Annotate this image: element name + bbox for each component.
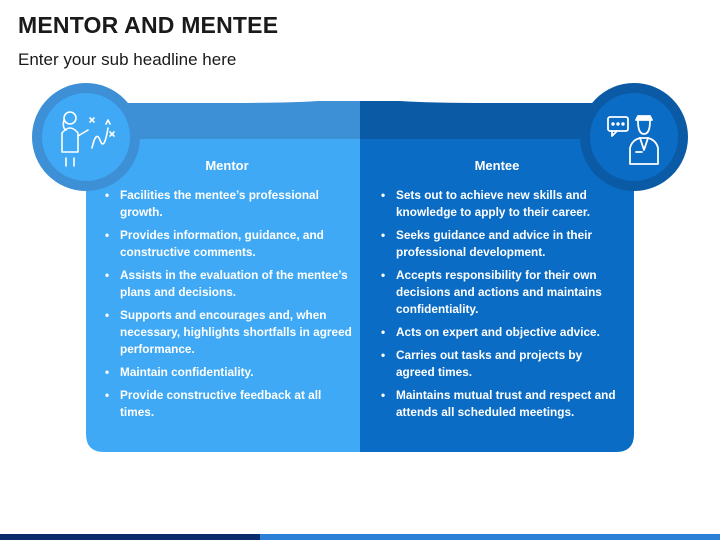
list-item: • Facilities the mentee’s professional growth. (96, 187, 358, 221)
list-item: • Supports and encourages and, when necessary, highlights shortfalls in agreed performance. (96, 307, 358, 358)
list-item: • Maintains mutual trust and respect and attends all scheduled meetings. (372, 387, 622, 421)
mentee-list (372, 187, 622, 421)
mentor-heading: Mentor (205, 158, 249, 173)
list-item: • Assists in the evaluation of the mentee’s plans and decisions. (96, 267, 358, 301)
list-item: • Carries out tasks and projects by agreed times. (372, 347, 622, 381)
list-item: • Accepts responsibility for their own decisions and actions and maintains confidentiality. (372, 267, 622, 318)
page-subtitle: Enter your sub headline here (18, 50, 237, 69)
list-item: • Provide constructive feedback at all times. (96, 387, 358, 421)
footer-bar (0, 534, 720, 540)
mentor-panel (96, 158, 358, 427)
list-item: • Sets out to achieve new skills and knowledge to apply to their career. (372, 187, 622, 221)
page-title: MENTOR AND MENTEE (18, 12, 279, 38)
mentee-panel (372, 158, 622, 427)
mentee-heading: Mentee (474, 158, 520, 173)
list-item: • Acts on expert and objective advice. (372, 324, 622, 341)
list-item: • Provides information, guidance, and constructive comments. (96, 227, 358, 261)
mentor-list (96, 187, 358, 421)
list-item: • Maintain confidentiality. (96, 364, 358, 381)
list-item: • Seeks guidance and advice in their professional development. (372, 227, 622, 261)
